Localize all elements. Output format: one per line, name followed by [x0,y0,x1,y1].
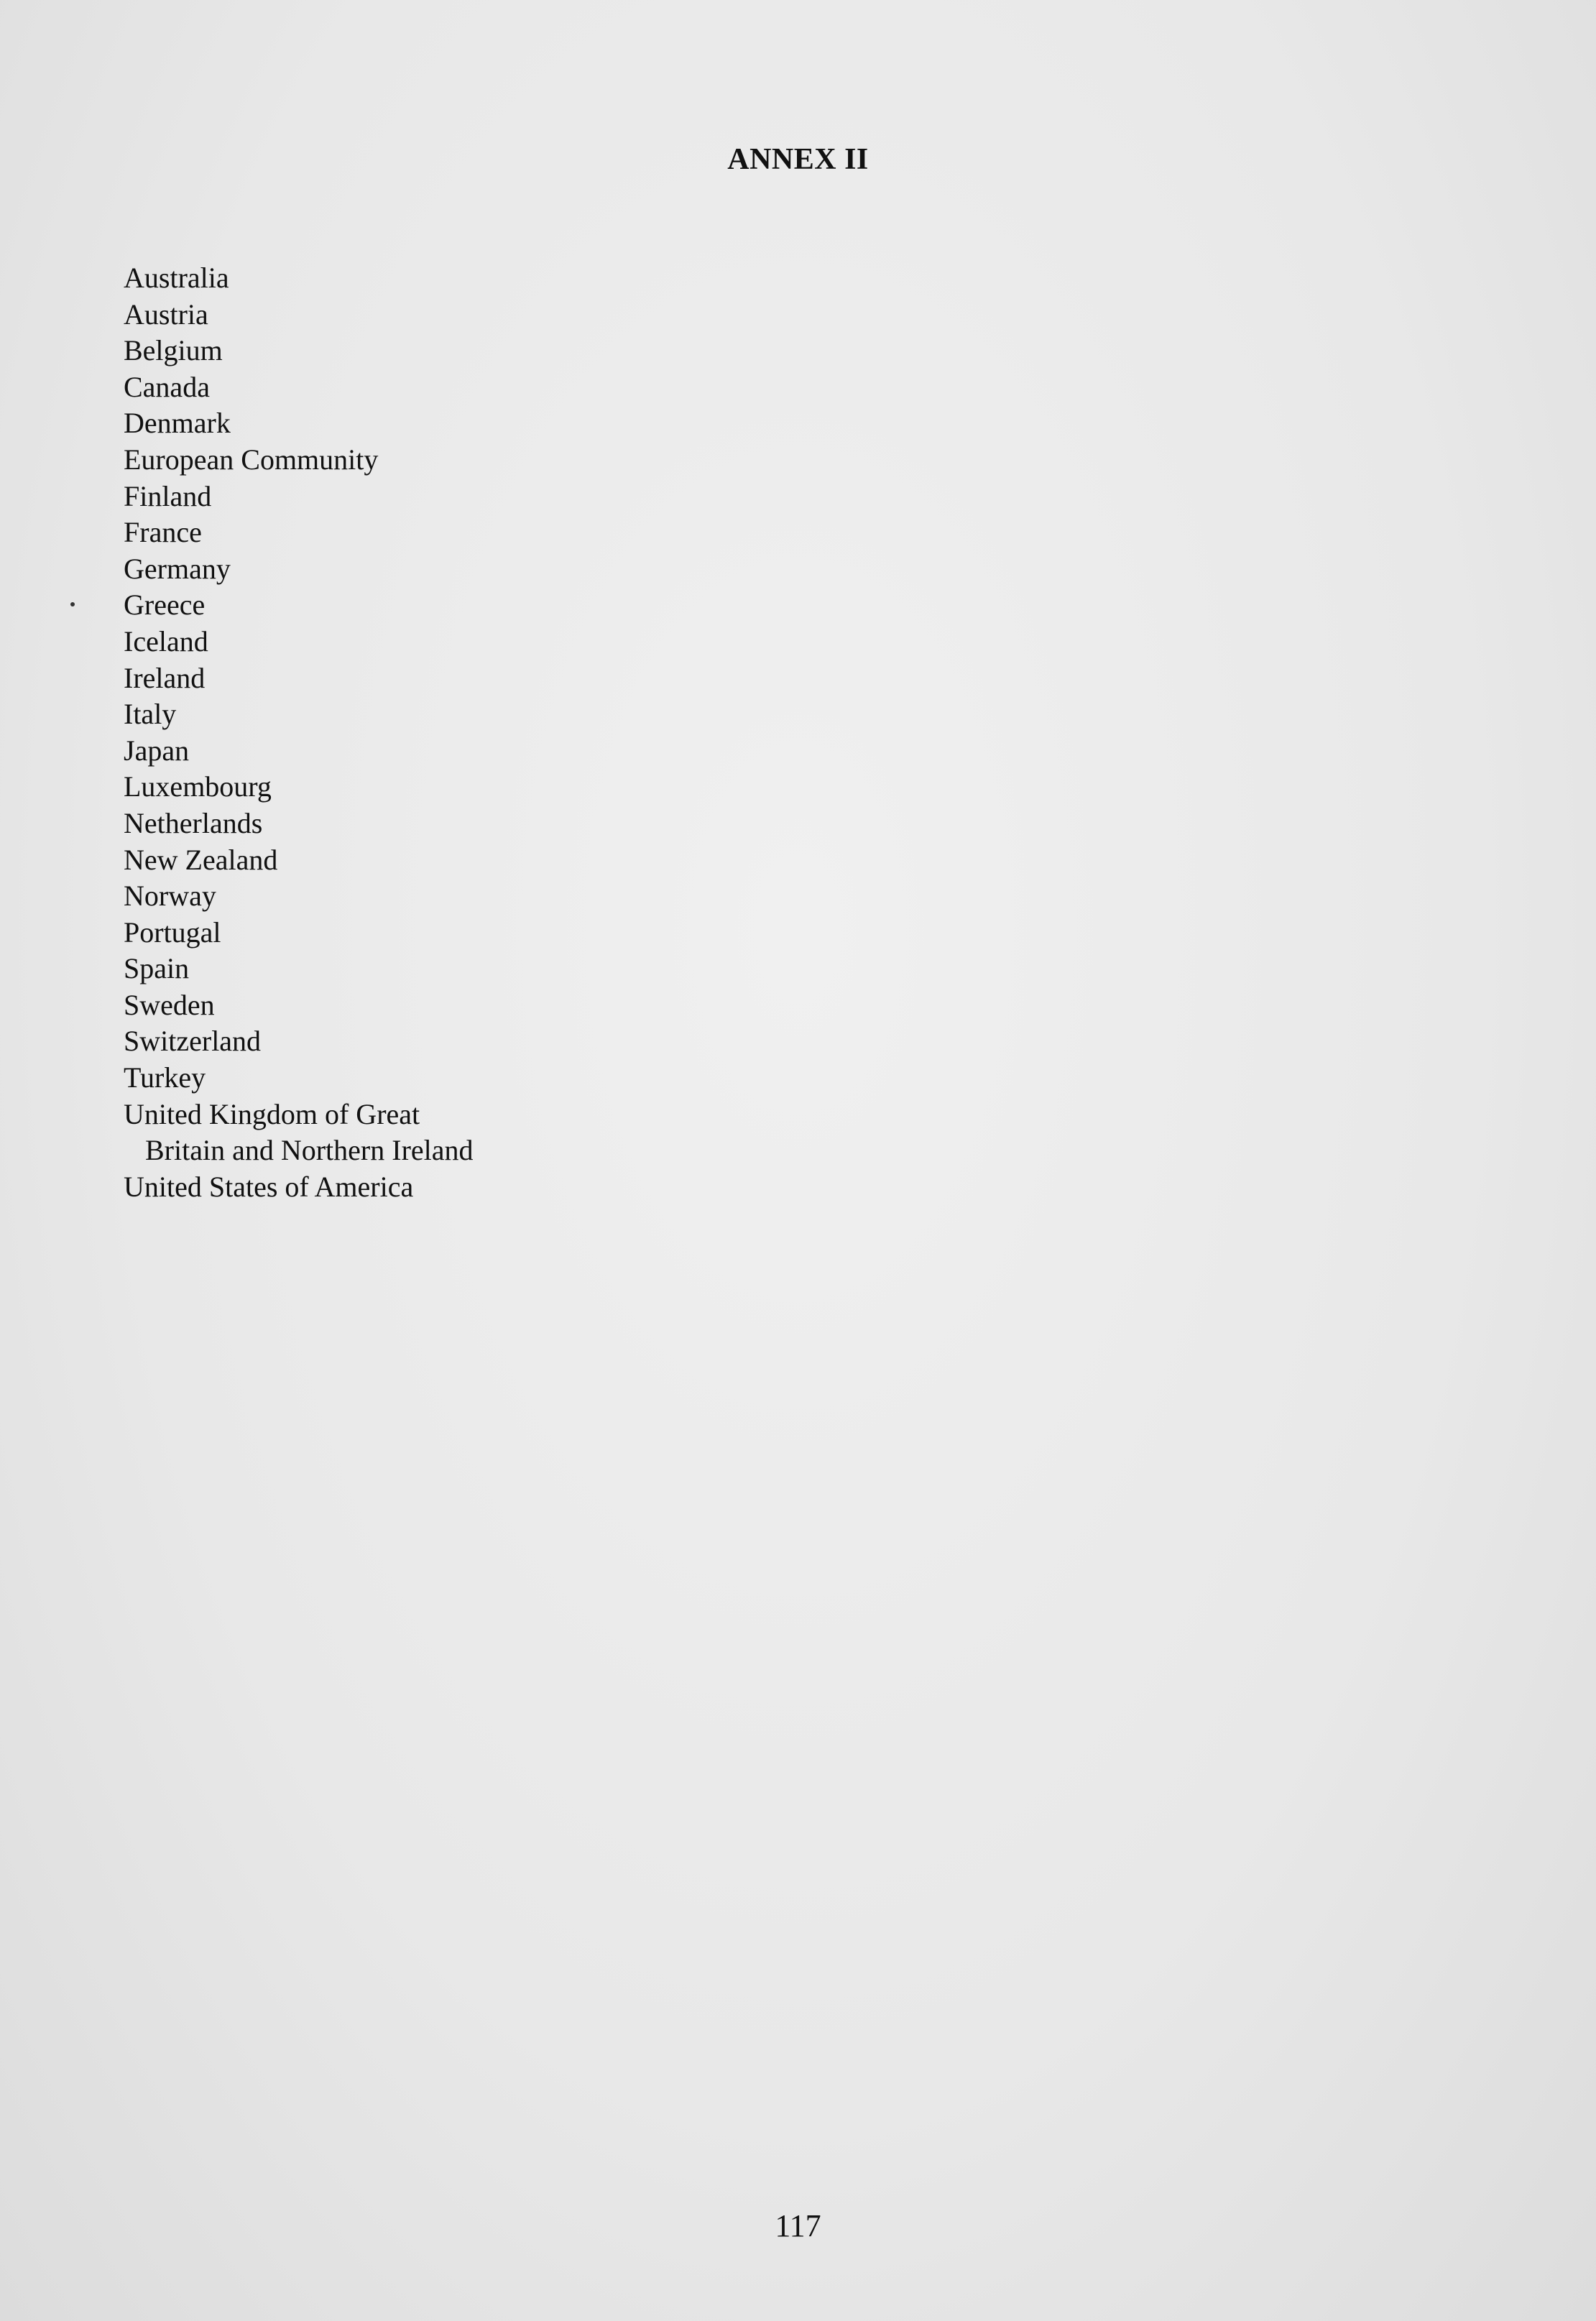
list-item: New Zealand [124,843,278,876]
list-item: European Community [124,443,379,476]
list-item: Finland [124,479,212,512]
list-item: Norway [124,880,216,913]
country-list [124,260,770,1205]
list-item: Canada [124,370,210,403]
list-item-continuation: Britain and Northern Ireland [145,1134,474,1167]
list-item: Turkey [124,1061,206,1094]
list-item: Denmark [124,407,231,440]
page-number: 117 [775,2208,821,2243]
annex-title: ANNEX II [727,143,869,176]
list-item: United Kingdom of Great [124,1097,420,1130]
list-item: Italy [124,698,177,731]
list-item: Australia [124,262,229,294]
list-item: Austria [124,297,208,331]
list-item: Ireland [124,661,206,694]
list-item: Sweden [124,988,215,1021]
list-item: Japan [124,734,190,767]
list-item: Luxembourg [124,770,272,803]
stray-mark [70,602,75,606]
list-item: Switzerland [124,1025,262,1058]
list-item: France [124,516,202,549]
list-item: Belgium [124,334,223,367]
list-item: Germany [124,552,231,585]
list-item: Greece [124,589,206,622]
list-item: Portugal [124,915,221,949]
list-item: United States of America [124,1170,414,1203]
list-item: Spain [124,952,190,985]
list-item: Netherlands [124,806,263,839]
list-item: Iceland [124,624,208,657]
